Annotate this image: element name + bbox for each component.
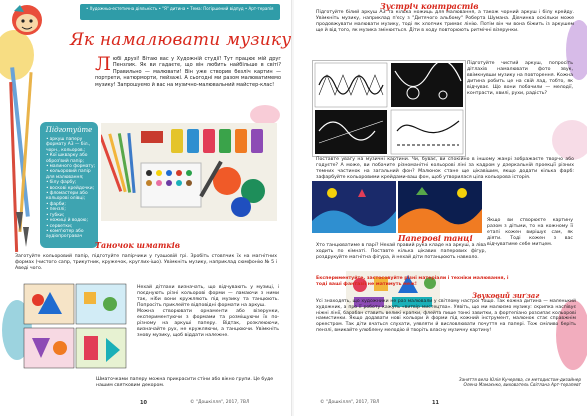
- materials-item: • білу фарбу;: [46, 180, 98, 185]
- materials-item: • аркуш паперу формату А3 — біл., чорн., кольоров.;: [46, 137, 98, 153]
- page-title: Як намалювати музику: [70, 30, 292, 50]
- page-footer: © "Дошкілля", 2017, 7ВЛ: [190, 400, 250, 405]
- dance-paragraph-4: Шматочками паперу можна прикрасити стіни або вікно групи. Це буде нашим святковим декором.: [96, 377, 274, 388]
- page-number: 10: [140, 400, 147, 406]
- materials-item: • фарби;: [46, 202, 98, 207]
- paint-splash: [552, 120, 587, 160]
- section-tags-bar: [80, 4, 280, 20]
- materials-item: • серветки;: [46, 224, 98, 229]
- contrast-side-paragraph: Підготуйте чистий аркуш, попросіть дітлахів намалювати фото звук, ввімкнувши музику на повторення. Кожна дитина робить це на свій лад, тобто, як відчуває. Що вони побачили — мелодії, контрасти, хвилі, рухи, радість?: [467, 61, 573, 96]
- page-number: 11: [432, 400, 439, 406]
- materials-item: • воскові крейдочки;: [46, 186, 98, 191]
- night-scenes-illustration: [312, 181, 482, 233]
- paper-dance-paragraph: Хто танцюватиме в парі? Нехай правий рука кладе на аркуш, а ліва ходить по кімнаті. Поставте кілька цікавих паперових фігур, роздрукуйте магнітна фігура, й нехай діти потанцюють навколо.: [316, 243, 486, 260]
- materials-item: • Кої шкварку або оброз'вий папір;: [46, 153, 98, 164]
- drop-cap: Л: [95, 53, 111, 75]
- materials-item: • комп'ютер або аудіопрогравач: [46, 229, 98, 240]
- dance-heading: Таночок шматків: [95, 240, 180, 250]
- lesson-credit: Заняття вела Юлія Кучерява, се методистом-дизайнер Олена Мамаєнко, вихователь Світлана Арт-терапевт: [458, 377, 581, 387]
- materials-item: • кольоровий папір для малювання;: [46, 169, 98, 180]
- intro-paragraph: [95, 53, 281, 88]
- materials-item: • ножиці й водою;: [46, 218, 98, 223]
- sound-zigzag-heading: Звуковий зиґзаг: [472, 291, 540, 300]
- materials-heading: Підготуйте: [45, 126, 93, 134]
- contrast-paragraph-3: Поставте увагу на музичні картини. Чи, буває, ви спокійно в іншому жанрі зображаєте творчо або годуєте? А може, ви побачите різноманітні кольорові ліні за кадром у дзеркальній проекції різних темних частинок на загальний фон?: [316, 157, 574, 174]
- materials-item: • фломастери або кольорові олівці;: [46, 191, 98, 202]
- contrast-paragraph: Підготуйте білий аркуш А3 та кілька ножиць для малювання, а також чорний аркуш і білу крейду. Увімкніть музику, наприклад п'єсу з "Дитячого альбому" Роберта Шумана. Дівчинка оскільки може продовжувати малювати музику, тоді як хлопчик тримає лінію. Потім він чи вона біжить із аркушем ще й від того, як музика змінюється. Діти в ходу повторюють ритмічні візерунки.: [316, 10, 574, 33]
- mascot-logo-icon: [4, 3, 50, 37]
- contrast-paragraph-2: [316, 157, 574, 181]
- line-drawing-samples: [312, 60, 466, 157]
- materials-list: [46, 137, 98, 240]
- intro-text: юбі друзі! Вітаю вас у Художній студії! Тут працює мій друг Пензлик. Як ви гадаєте, що він любить найбільше в світі? Правильно — малювати! Він уже створив безліч картин — портрети, натюрморти, пейзажі. А сьогодні ми разом малюватимемо музику! Запрошуємо й вас на музично-малювальний майстер-клас!: [95, 56, 281, 88]
- page-footer: © "Дошкілля", 2017, 7ВЛ: [320, 400, 380, 405]
- section-tags: • Художньо-естетична діяльність • "Я" дитина • Тема: Погіршений відпуд • Арт-терапія: [86, 6, 274, 11]
- materials-box: [40, 122, 98, 248]
- contrast-paragraph-4: Малюнок стане ще цікавішим, якщо додати кілька фарб: зафарбуйте кольоровими крейдами-ваш фон, щоб утворилася ціла кольорова історія.: [316, 169, 574, 180]
- paper-shapes-illustration: [20, 280, 130, 372]
- dance-paragraph-2: Нехай дітлахи визначать, що відчувають у музиці, і поєднують різні кольорові форми — ламаючи з ними так, ніби вони кружляють під музику та танцюють. Попросіть приклейте відповідні формати на аркуш.: [137, 285, 279, 308]
- contrast-heading: Зустріч контрастів: [380, 1, 479, 11]
- art-supplies-photo: [101, 123, 277, 221]
- materials-item: • малиного формату;: [46, 164, 98, 169]
- materials-item: • губки;: [46, 213, 98, 218]
- dance-paragraph: Заготуйте кольоровий папір, підготуйте папірчики у гуашовій грі. Зробіть стовпчик їх на магнітних формах (чистого сапр, трикутник, кружечок, круглих-ішо). Увімкніть музику, наприклад сюмфонію № 5 і Аведі чого.: [15, 254, 277, 271]
- sound-zigzag-paragraph: Усі знаходять, що художники не раз малювали у світлому настрої тощо. Так кожна дитина — маленький художник, а про її роботу кажуть «витвір мистецтва». Уявіть, що ми малюємо музику: скрипка наспівує ніжні лінії, барабан ставить великі крапки, флейта пише тонкі завитки, а фортепіано розсипає кольорові намистинки. Якщо додавати нові кольори й форми під кожний інструмент, малюнок стає справжнім оркестром. Так діти вчаться слухати, уявляти й висловлювати почуття на папері. Тож сміливо беріть пензлі, вмикайте улюблену мелодію й творіть власну музичну картину!: [316, 299, 576, 333]
- paper-dance-heading: Паперові танці: [398, 233, 473, 243]
- paint-splash: [250, 105, 280, 125]
- dance-paragraph: [137, 285, 279, 339]
- dance-paragraph-3: Можна створювати орнаменти або візерунки, експериментуючи з формами та розміщуючи їх по-різному на аркуші паперу. Відтак, розклеюючи, визначайте рух, не кружляючи, а танцюючи. Увімкніть знову музику, щоб віддати належне.: [137, 309, 279, 338]
- materials-item: • пензлі;: [46, 207, 98, 212]
- left-page: [0, 0, 292, 416]
- together-paragraph: Якщо ви створюєте картину разом з дітьми, то на кожному її етапі кожен вирішує сам, як діяти. Тоді кожен з вас відчуватиме себе митцем.: [487, 218, 573, 247]
- experiment-highlight: Експериментуйте, застосовуйте різні матеріали і техніки малювання, і тоді ваші фантазії не матимуть меж!: [316, 276, 509, 287]
